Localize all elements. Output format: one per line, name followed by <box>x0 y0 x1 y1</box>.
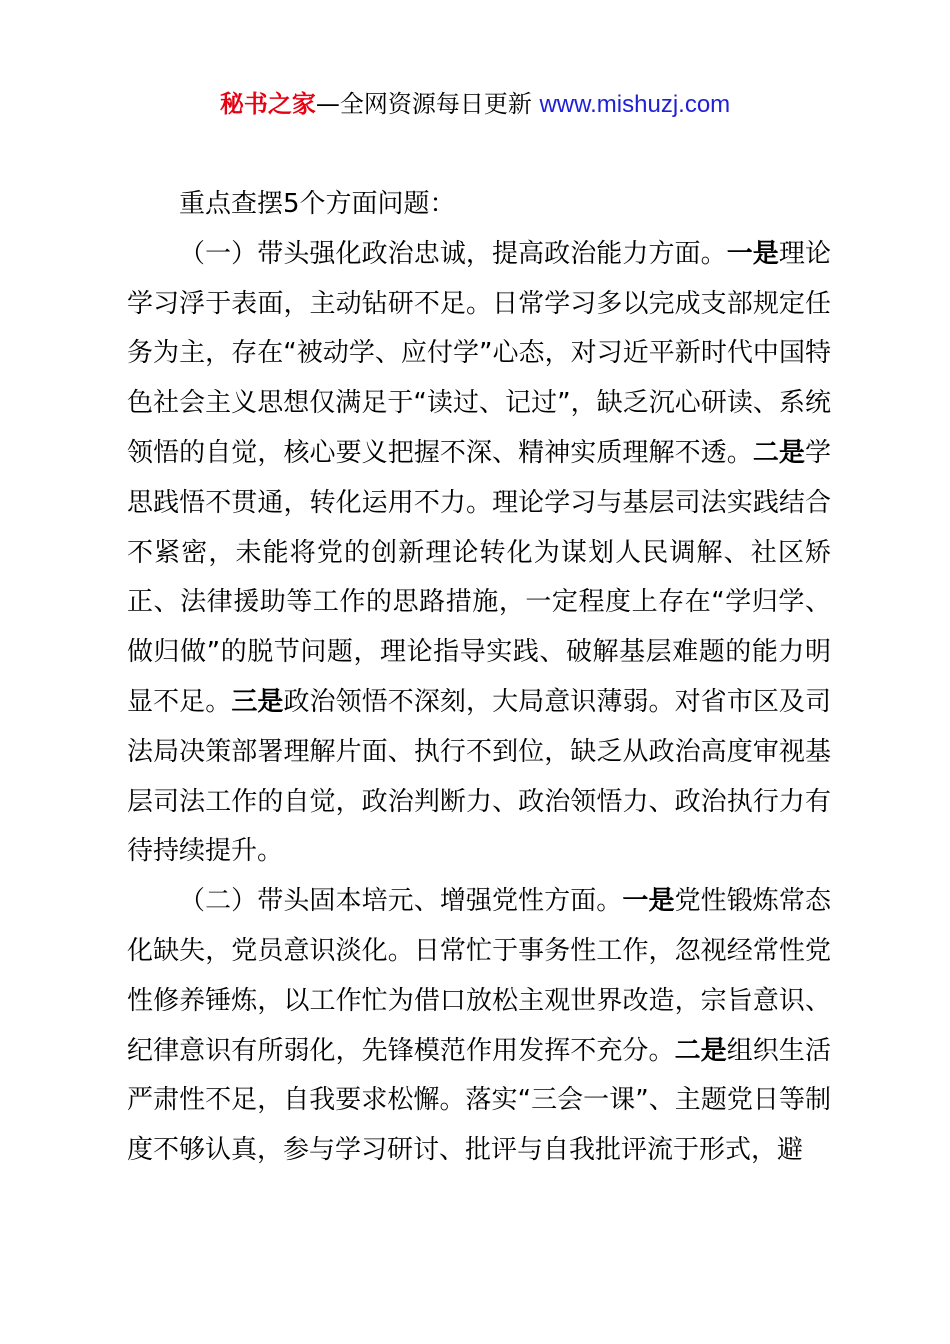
section-2-paragraph <box>127 877 831 1176</box>
section-1-title: （一）带头强化政治忠诚，提高政治能力方面。 <box>179 238 727 269</box>
intro-paragraph: 重点查摆5个方面问题： <box>179 189 456 219</box>
marker-third: 三是 <box>231 686 284 717</box>
marker-first: 一是 <box>622 886 675 917</box>
section-1-paragraph <box>127 230 831 877</box>
section-1-point-2: 学思践悟不贯通，转化运用不力。理论学习与基层司法实践结合不紧密，未能将党的创新理论转化为谋划人民调解、社区矫正、法律援助等工作的思路措施，一定程度上存在“学归学、做归做”的脱节问题，理论指导实践、破解基层难题的能力明显不足。 <box>127 437 831 717</box>
marker-second: 二是 <box>674 1035 727 1066</box>
header-tagline: —全网资源每日更新 <box>315 90 540 118</box>
brand-name: 秘书之家 <box>219 90 316 118</box>
site-header <box>0 86 950 123</box>
document-body <box>127 180 831 1176</box>
section-1-point-3: 政治领悟不深刻，大局意识薄弱。对省市区及司法局决策部署理解片面、执行不到位，缺乏从政治高度审视基层司法工作的自觉，政治判断力、政治领悟力、政治执行力有待持续提升。 <box>127 686 831 867</box>
section-2-point-2: 组织生活严肃性不足，自我要求松懈。落实“三会一课”、主题党日等制度不够认真，参与学习研讨、批评与自我批评流于形式，避 <box>127 1035 831 1166</box>
section-2-point-1: 党性锻炼常态化缺失，党员意识淡化。日常忙于事务性工作，忽视经常性党性修养锤炼，以工作忙为借口放松主观世界改造，宗旨意识、纪律意识有所弱化，先锋模范作用发挥不充分。 <box>127 886 831 1066</box>
marker-first: 一是 <box>726 238 779 269</box>
site-url-link[interactable]: www.mishuzj.com <box>539 91 731 118</box>
section-1-point-1: 理论学习浮于表面，主动钻研不足。日常学习多以完成支部规定任务为主，存在“被动学、应付学”心态，对习近平新时代中国特色社会主义思想仅满足于“读过、记过”，缺乏沉心研读、系统领悟的自觉，核心要义把握不深、精神实质理解不透。 <box>127 238 831 468</box>
section-2-title: （二）带头固本培元、增强党性方面。 <box>179 886 623 917</box>
marker-second: 二是 <box>752 437 805 468</box>
